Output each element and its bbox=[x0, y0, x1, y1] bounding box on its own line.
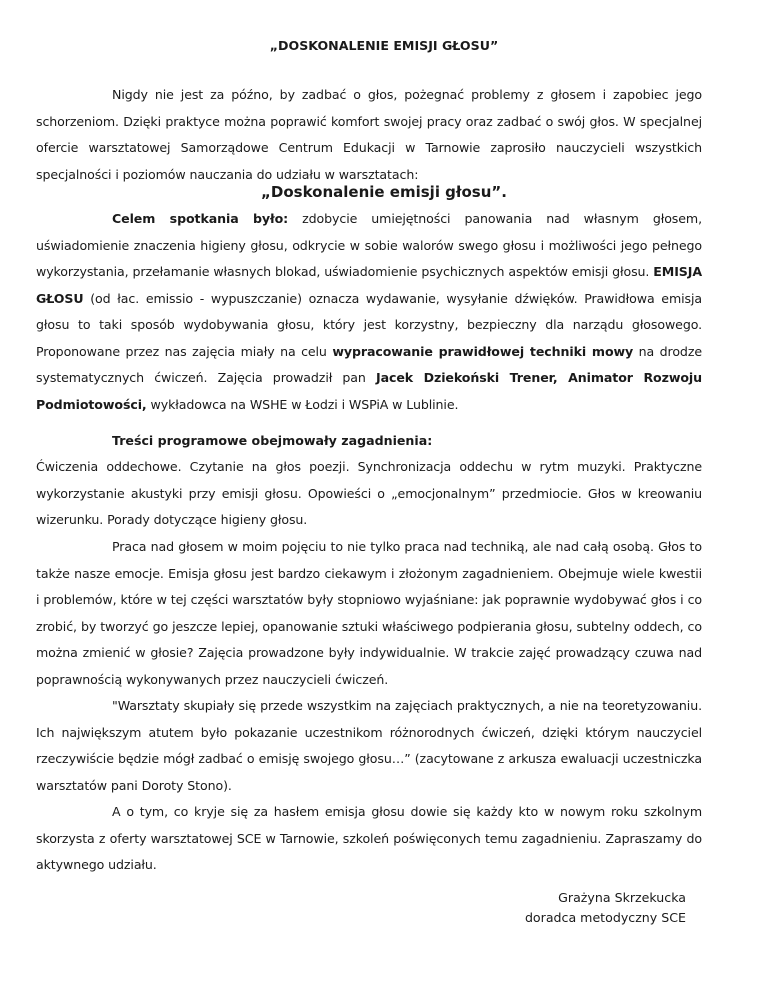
intro-paragraph: Nigdy nie jest za późno, by zadbać o głos, pożegnać problemy z głosem i zapobiec jego schorzeniom. Dzięki praktyce można poprawić komfort swojej pracy oraz zadbać o swój głos. W specjalnej ofercie warsztatowej Samorządowe Centrum Edukacji w Tarnowie zaprosiło nauczycieli wszystkich specjalności i poziomów nauczania do udziału w warsztatach: bbox=[36, 87, 702, 182]
signature-role: doradca metodyczny SCE bbox=[524, 910, 686, 925]
closing-paragraph: A o tym, co kryje się za hasłem emisja głosu dowie się każdy kto w nowym roku szkolnym skorzysta z oferty warsztatowej SCE w Tarnowie, szkoleń poświęconych temu zagadnieniu. Zapraszamy do aktywnego udziału. bbox=[36, 804, 702, 872]
goal-term: EMISJA GŁOSU bbox=[36, 264, 702, 306]
signature-block bbox=[525, 888, 686, 928]
quote-paragraph: "Warsztaty skupiały się przede wszystkim na zajęciach praktycznych, a nie na teoretyzowaniu. Ich największym atutem było pokazanie uczestnikom różnorodnych ćwiczeń, dzięki którym nauczyciel rzeczywiście będzie mógł zadbać o emisję swojego głosu…” (zacytowane z arkusza ewaluacji uczestniczka warsztatów pani Doroty Stono). bbox=[36, 698, 702, 793]
workshop-title: „Doskonalenie emisji głosu”. bbox=[261, 183, 507, 201]
goal-emphasis: wypracowanie prawidłowej techniki mowy bbox=[332, 343, 634, 359]
goal-paragraph bbox=[36, 206, 702, 418]
trainer-name: Jacek Dziekoński Trener, Animator Rozwoju Podmiotowości, bbox=[36, 370, 703, 412]
goal-text-4: wykładowca na WSHE w Łodzi i WSPiA w Lublinie. bbox=[146, 396, 459, 412]
goal-text-1: zdobycie umiejętności panowania nad własnym głosem, uświadomienie znaczenia higieny głosu, odkrycie w sobie walorów swego głosu i możliwości jego pełnego wykorzystania, przełamanie własnych blokad, uświadomienie psychicznych aspektów emisji głosu. bbox=[36, 211, 702, 279]
goal-text-2: (od łac. emissio - wypuszczanie) oznacza wydawanie, wysyłanie dźwięków. Prawidłowa emisja głosu to taki sposób wydobywania głosu, który jest korzystny, bezpieczny dla narządu głosowego. Proponowane przez nas zajęcia miały na celu bbox=[36, 290, 702, 359]
goal-label: Celem spotkania było: bbox=[112, 211, 289, 226]
work-paragraph: Praca nad głosem w moim pojęciu to nie tylko praca nad techniką, ale nad całą osobą. Głos to także nasze emocje. Emisja głosu jest bardzo ciekawym i złożonym zagadnieniem. Obejmuje wiele kwestii i problemów, które w tej części warsztatów były stopniowo wyjaśniane: jak poprawnie wydobywać głos i co zrobić, by tworzyć go jeszcze lepiej, opanowanie sztuki właściwego podpierania głosu, subtelny oddech, co można zmienić w głosie? Zajęcia prowadzone były indywidualnie. W trakcie zajęć prowadzący czuwa nad poprawnością wykonywanych przez nauczycieli ćwiczeń. bbox=[36, 539, 702, 687]
goal-text-3: na drodze systematycznych ćwiczeń. Zajęcia prowadził pan bbox=[36, 343, 702, 385]
topics-paragraph: Ćwiczenia oddechowe. Czytanie na głos poezji. Synchronizacja oddechu w rytm muzyki. Praktyczne wykorzystanie akustyki przy emisji głosu. Opowieści o „emocjonalnym” przedmiocie. Głos w kreowaniu wizerunku. Porady dotyczące higieny głosu. bbox=[36, 459, 702, 527]
signature-name: Grażyna Skrzekucka bbox=[558, 890, 686, 905]
document-title: „DOSKONALENIE EMISJI GŁOSU” bbox=[269, 38, 499, 53]
topics-heading: Treści programowe obejmowały zagadnienia: bbox=[112, 433, 433, 448]
